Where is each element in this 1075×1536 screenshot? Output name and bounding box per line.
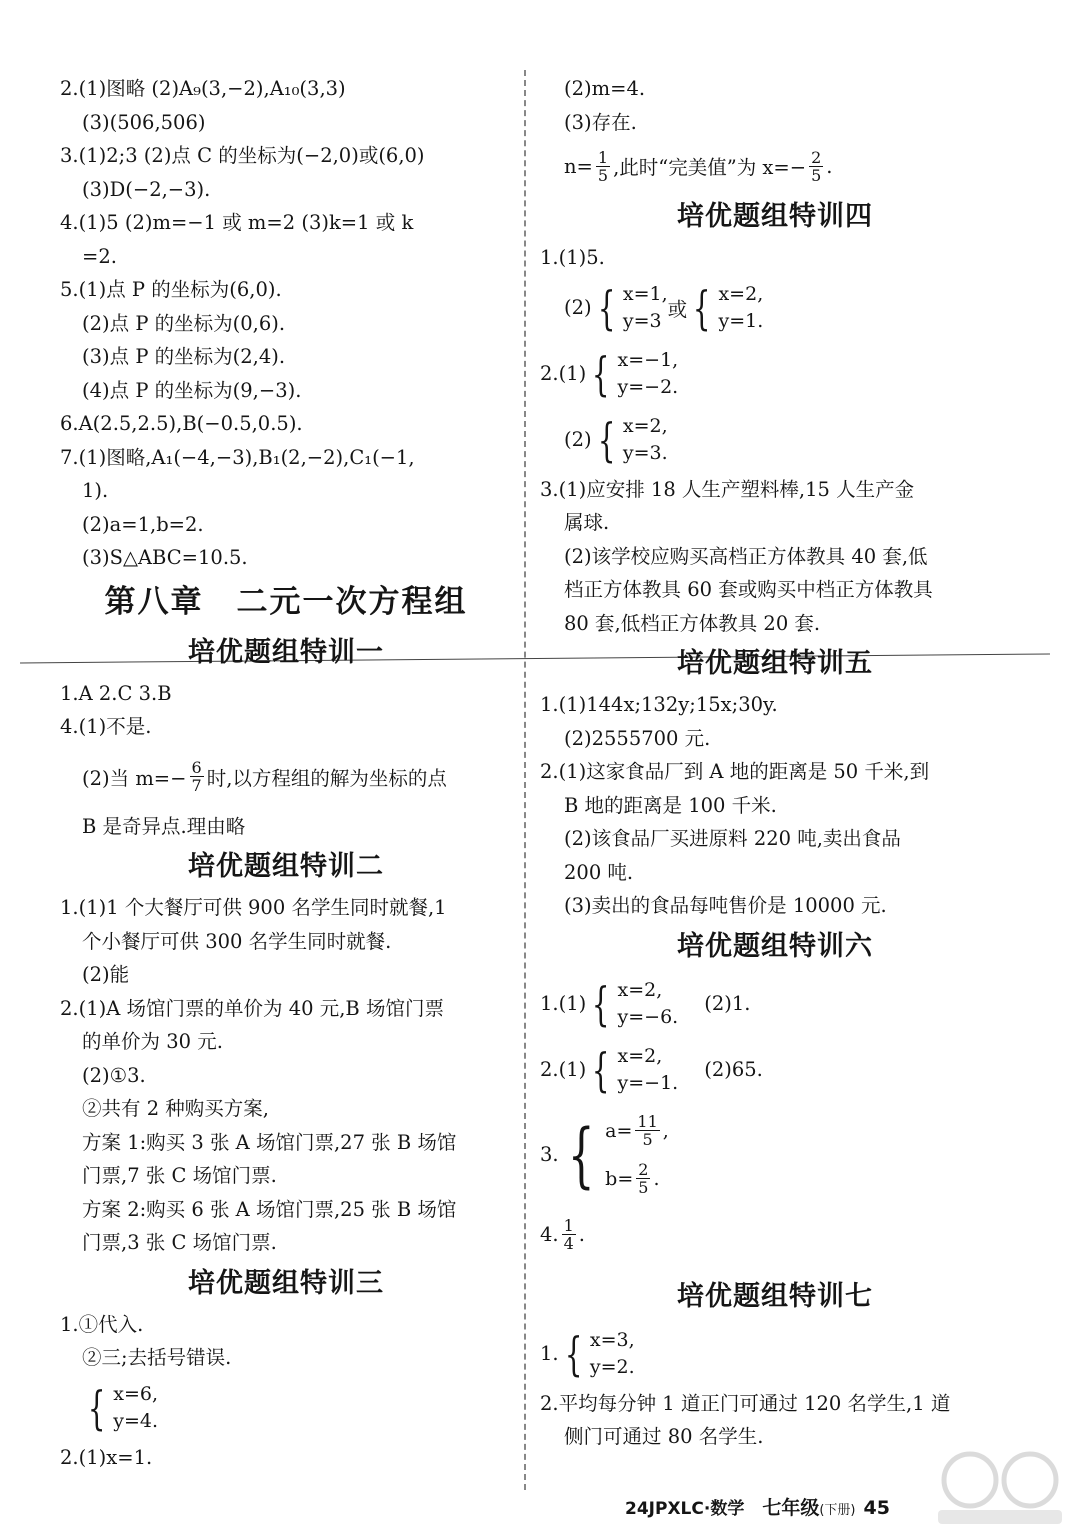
book-code: 24JPXLC·数学 <box>625 1499 745 1519</box>
numerator: 1 <box>563 1216 574 1235</box>
right-column <box>540 72 1010 1454</box>
system <box>586 977 678 1031</box>
answer-line: 1.(1)1 个大餐厅可供 900 名学生同时就餐,1 <box>60 896 447 919</box>
answer-line: (2)①3. <box>82 1063 146 1087</box>
answer-line: (2)该食品厂买进原料 220 吨,卖出食品 <box>564 827 901 850</box>
brace-glyph: { <box>693 280 711 335</box>
answer-line: 属球. <box>564 511 610 534</box>
equation: a= <box>605 1119 633 1142</box>
answer-line: 6.A(2.5,2.5),B(−0.5,0.5). <box>60 412 303 435</box>
answer-line: 4.(1)不是. <box>60 715 152 738</box>
equation: y=4. <box>113 1409 159 1432</box>
section-title: 培优题组特训一 <box>188 636 384 668</box>
text: (2)1. <box>704 992 751 1015</box>
answer-line: (3)点 P 的坐标为(2,4). <box>82 345 286 368</box>
text: 1.(1) <box>540 992 587 1015</box>
text: 1. <box>540 1342 559 1365</box>
chapter-title: 第八章 二元一次方程组 <box>104 583 468 620</box>
column-divider <box>524 70 526 1490</box>
equation: b= <box>605 1167 634 1190</box>
text: . <box>826 154 833 178</box>
numerator: 6 <box>191 758 202 777</box>
equation: x=2, <box>617 978 663 1001</box>
brace-glyph: { <box>592 1042 610 1097</box>
numerator: 2 <box>811 147 822 167</box>
answer-line: 1). <box>82 479 109 502</box>
answer-line: 3.(1)应安排 18 人生产塑料棒,15 人生产金 <box>540 477 915 501</box>
answer-line: 1.A 2.C 3.B <box>60 681 172 705</box>
left-column <box>60 72 512 1474</box>
answer-line: 4.(1)5 (2)m=−1 或 m=2 (3)k=1 或 k <box>60 211 414 234</box>
section-title: 培优题组特训三 <box>188 1267 384 1299</box>
text: 4. <box>540 1223 559 1246</box>
equation: y=2. <box>589 1355 635 1378</box>
system <box>82 1381 158 1435</box>
equation: x=1, <box>622 282 668 305</box>
text: (2)当 m=− <box>82 766 187 790</box>
system <box>586 1043 678 1097</box>
answer-line <box>60 744 512 810</box>
numerator: 11 <box>637 1112 658 1131</box>
answer-line: 1.(1)5. <box>540 246 605 269</box>
fraction <box>596 149 610 184</box>
brace-glyph: { <box>592 976 610 1031</box>
equation-system <box>540 1103 1010 1207</box>
answer-line: B 是奇异点.理由略 <box>82 814 246 838</box>
page-number: 45 <box>863 1497 890 1519</box>
equation: x=3, <box>589 1328 635 1351</box>
text: 或 <box>667 297 688 321</box>
equation-system <box>540 1321 1010 1387</box>
equation-system <box>540 407 1010 473</box>
equation: y=−1. <box>617 1071 679 1094</box>
equation: y=−2. <box>617 375 679 398</box>
denominator: 4 <box>563 1234 574 1253</box>
system <box>586 347 678 401</box>
answer-line: (3)卖出的食品每吨售价是 10000 元. <box>564 894 887 917</box>
answer-line: 档正方体教具 60 套或购买中档正方体教具 <box>564 578 933 601</box>
answer-line: (2)能 <box>82 963 130 986</box>
section-title: 培优题组特训七 <box>677 1280 873 1312</box>
section-title: 培优题组特训二 <box>188 851 384 882</box>
answer-line: 门票,3 张 C 场馆门票. <box>82 1231 277 1254</box>
equation-system <box>60 1375 512 1441</box>
answer-line: 方案 1:购买 3 张 A 场馆门票,27 张 B 场馆 <box>82 1130 457 1154</box>
text: 2.(1) <box>540 1058 587 1081</box>
numerator: 1 <box>597 147 609 167</box>
answer-line: B 地的距离是 100 千米. <box>564 793 777 817</box>
answer-line: ②三;去括号错误. <box>82 1346 232 1369</box>
page-footer <box>625 1493 890 1520</box>
equation-system <box>540 1037 1010 1103</box>
equation: x=−1, <box>617 348 679 371</box>
answer-line: (2)点 P 的坐标为(0,6). <box>82 311 286 335</box>
brace-glyph: { <box>597 280 616 335</box>
answer-line: (3)存在. <box>564 110 637 134</box>
answer-line: 侧门可通过 80 名学生. <box>564 1425 764 1448</box>
section-title: 培优题组特训五 <box>677 648 873 679</box>
fraction <box>809 149 823 184</box>
answer-line: 7.(1)图略,A₁(−4,−3),B₁(2,−2),C₁(−1, <box>60 445 415 469</box>
answer-line: 2.(1)A 场馆门票的单价为 40 元,B 场馆门票 <box>60 996 444 1020</box>
equation: y=−6. <box>617 1005 679 1028</box>
text: (2)65. <box>704 1058 763 1081</box>
equation: x=6, <box>113 1382 159 1405</box>
text: ,此时“完美值”为 x=− <box>613 156 807 179</box>
denominator: 5 <box>638 1178 649 1197</box>
fraction <box>562 1217 576 1252</box>
system <box>592 281 668 335</box>
brace-glyph: { <box>597 412 616 467</box>
answer-line: 1.①代入. <box>60 1312 144 1336</box>
text: 3. <box>540 1143 559 1166</box>
answer-line: 2.(1)图略 (2)A₉(3,−2),A₁₀(3,3) <box>60 77 346 100</box>
answer-line <box>540 139 1010 193</box>
equation-system <box>540 275 1010 341</box>
text: , <box>662 1119 669 1142</box>
equation: x=2, <box>617 1044 663 1067</box>
text: (2) <box>564 296 592 319</box>
text: 2.(1) <box>540 362 587 385</box>
equation: y=1. <box>718 309 764 332</box>
volume-label: (下册) <box>819 1503 856 1518</box>
watermark-logo-icon <box>930 1440 1070 1530</box>
answer-line: 的单价为 30 元. <box>82 1030 223 1053</box>
answer-line: ②共有 2 种购买方案, <box>82 1097 270 1120</box>
section-title: 培优题组特训四 <box>677 201 873 232</box>
answer-line: (3)D(−2,−3). <box>82 177 211 201</box>
answer-line: (2)m=4. <box>564 77 646 100</box>
denominator: 5 <box>811 165 822 185</box>
fraction <box>635 1113 659 1148</box>
denominator: 5 <box>597 165 609 185</box>
text: . <box>578 1223 585 1246</box>
answer-line: (3)S△ABC=10.5. <box>82 546 248 569</box>
answer-line: 方案 2:购买 6 张 A 场馆门票,25 张 B 场馆 <box>82 1197 457 1221</box>
text: n= <box>564 154 593 178</box>
answer-line: (2)该学校应购买高档正方体教具 40 套,低 <box>564 544 928 568</box>
numerator: 2 <box>638 1160 649 1179</box>
grade-label: 七年级 <box>762 1497 820 1519</box>
answer-line: 5.(1)点 P 的坐标为(6,0). <box>60 278 282 301</box>
equation: y=3. <box>622 441 668 464</box>
answer-line: 80 套,低档正方体教具 20 套. <box>564 611 821 635</box>
answer-line: 200 吨. <box>564 860 634 884</box>
brace-glyph: { <box>592 346 610 401</box>
answer-line: 2.(1)这家食品厂到 A 地的距离是 50 千米,到 <box>540 760 930 783</box>
answer-line: 1.(1)144x;132y;15x;30y. <box>540 693 778 716</box>
answer-line: (2)a=1,b=2. <box>82 512 204 536</box>
answer-line: 个小餐厅可供 300 名学生同时就餐. <box>82 929 392 953</box>
equation-system <box>540 341 1010 407</box>
text: . <box>653 1167 660 1190</box>
answer-line: (2)2555700 元. <box>564 726 711 750</box>
equation-system <box>540 971 1010 1037</box>
denominator: 7 <box>191 776 202 795</box>
answer-line <box>540 1207 1010 1263</box>
text: (2) <box>564 428 592 451</box>
denominator: 5 <box>642 1130 653 1149</box>
equation: x=2, <box>718 282 764 305</box>
answer-line: (4)点 P 的坐标为(9,−3). <box>82 378 302 402</box>
answer-line: =2. <box>82 244 117 268</box>
system <box>592 413 668 467</box>
equation: y=3 <box>622 309 662 332</box>
fraction <box>190 759 204 794</box>
answer-line: 门票,7 张 C 场馆门票. <box>82 1164 277 1187</box>
system <box>559 1107 669 1203</box>
answer-line: 2.平均每分钟 1 道正门可通过 120 名学生,1 道 <box>540 1391 951 1415</box>
answer-line: 3.(1)2;3 (2)点 C 的坐标为(−2,0)或(6,0) <box>60 144 425 167</box>
answer-line: (3)(506,506) <box>82 110 206 134</box>
brace-glyph: { <box>567 1113 595 1196</box>
section-title: 培优题组特训六 <box>677 930 873 962</box>
system <box>559 1327 635 1381</box>
system <box>687 281 763 335</box>
equation: x=2, <box>622 414 668 437</box>
text: 时,以方程组的解为坐标的点 <box>206 766 447 790</box>
brace-glyph: { <box>87 1380 106 1435</box>
answer-line: 2.(1)x=1. <box>60 1445 153 1469</box>
fraction <box>636 1161 650 1196</box>
brace-glyph: { <box>564 1326 583 1381</box>
